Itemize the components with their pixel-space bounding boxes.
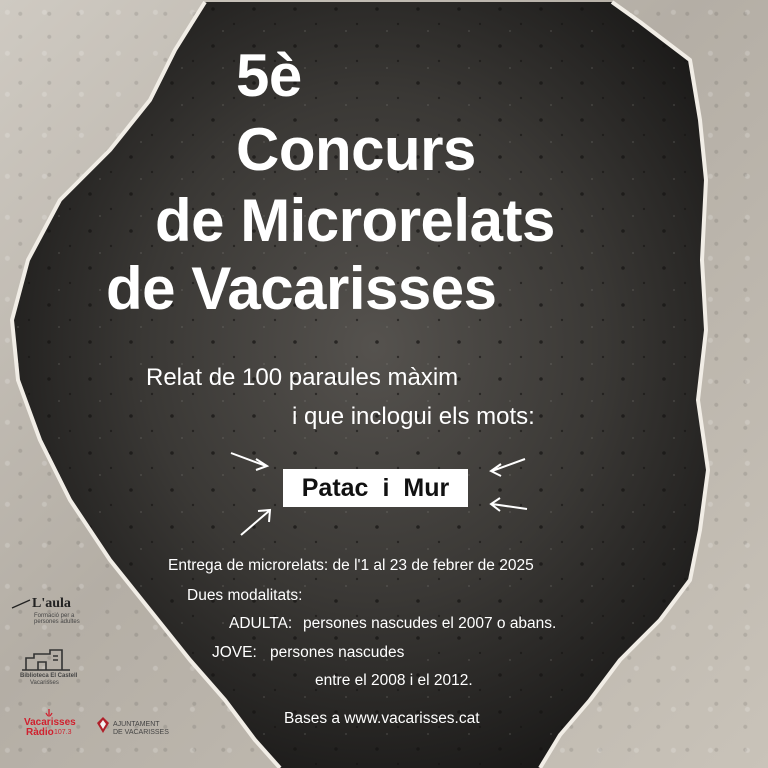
adulta-label: ADULTA: [229, 615, 293, 632]
title-line-4: de Vacarisses [106, 255, 497, 322]
radio-name-2: Ràdio [26, 727, 54, 738]
biblioteca-line-2: Vacarisses [30, 680, 59, 686]
title-line-1: 5è [236, 42, 302, 109]
title-line-3: de Microrelats [155, 187, 555, 254]
radio-frequency: 107.3 [54, 729, 72, 736]
biblioteca-logo [20, 646, 100, 686]
arrow-icon [228, 448, 274, 474]
ajuntament-line-2: DE VACARISSES [113, 729, 169, 736]
modalitats-text: Dues modalitats: [187, 587, 303, 604]
subtitle-line-1: Relat de 100 paraules màxim [146, 364, 459, 391]
biblioteca-line-1: Biblioteca El Castell [20, 673, 78, 679]
jove-label: JOVE: [212, 644, 257, 661]
arrow-icon [236, 505, 276, 539]
radio-name-1: Vacarisses [24, 717, 76, 728]
adulta-text: persones nascudes el 2007 o abans. [303, 615, 557, 632]
laula-sub-2: persones adultes [34, 619, 80, 625]
castle-icon [20, 646, 72, 672]
keyword-connector: i [382, 474, 390, 502]
title-line-2: Concurs [236, 116, 476, 183]
coat-of-arms-icon [96, 716, 110, 734]
laula-logo-mark [10, 598, 32, 610]
keyword-mur: Mur [403, 474, 450, 502]
laula-sub-1: Formació per a [34, 613, 75, 619]
jove-text: persones nascudes [270, 644, 405, 661]
ajuntament-line-1: AJUNTAMENT [113, 721, 160, 728]
jove-text-2: entre el 2008 i el 2012. [315, 672, 473, 689]
keywords-box [283, 469, 468, 507]
subtitle-line-2: i que inclogui els mots: [292, 403, 535, 430]
arrow-icon [486, 495, 530, 517]
arrow-icon [486, 456, 528, 478]
entrega-text: Entrega de microrelats: de l'1 al 23 de febrer de 2025 [168, 557, 534, 574]
laula-name: L'aula [32, 596, 71, 611]
bases-text[interactable]: Bases a www.vacarisses.cat [284, 710, 480, 727]
keyword-patac: Patac [301, 474, 369, 502]
